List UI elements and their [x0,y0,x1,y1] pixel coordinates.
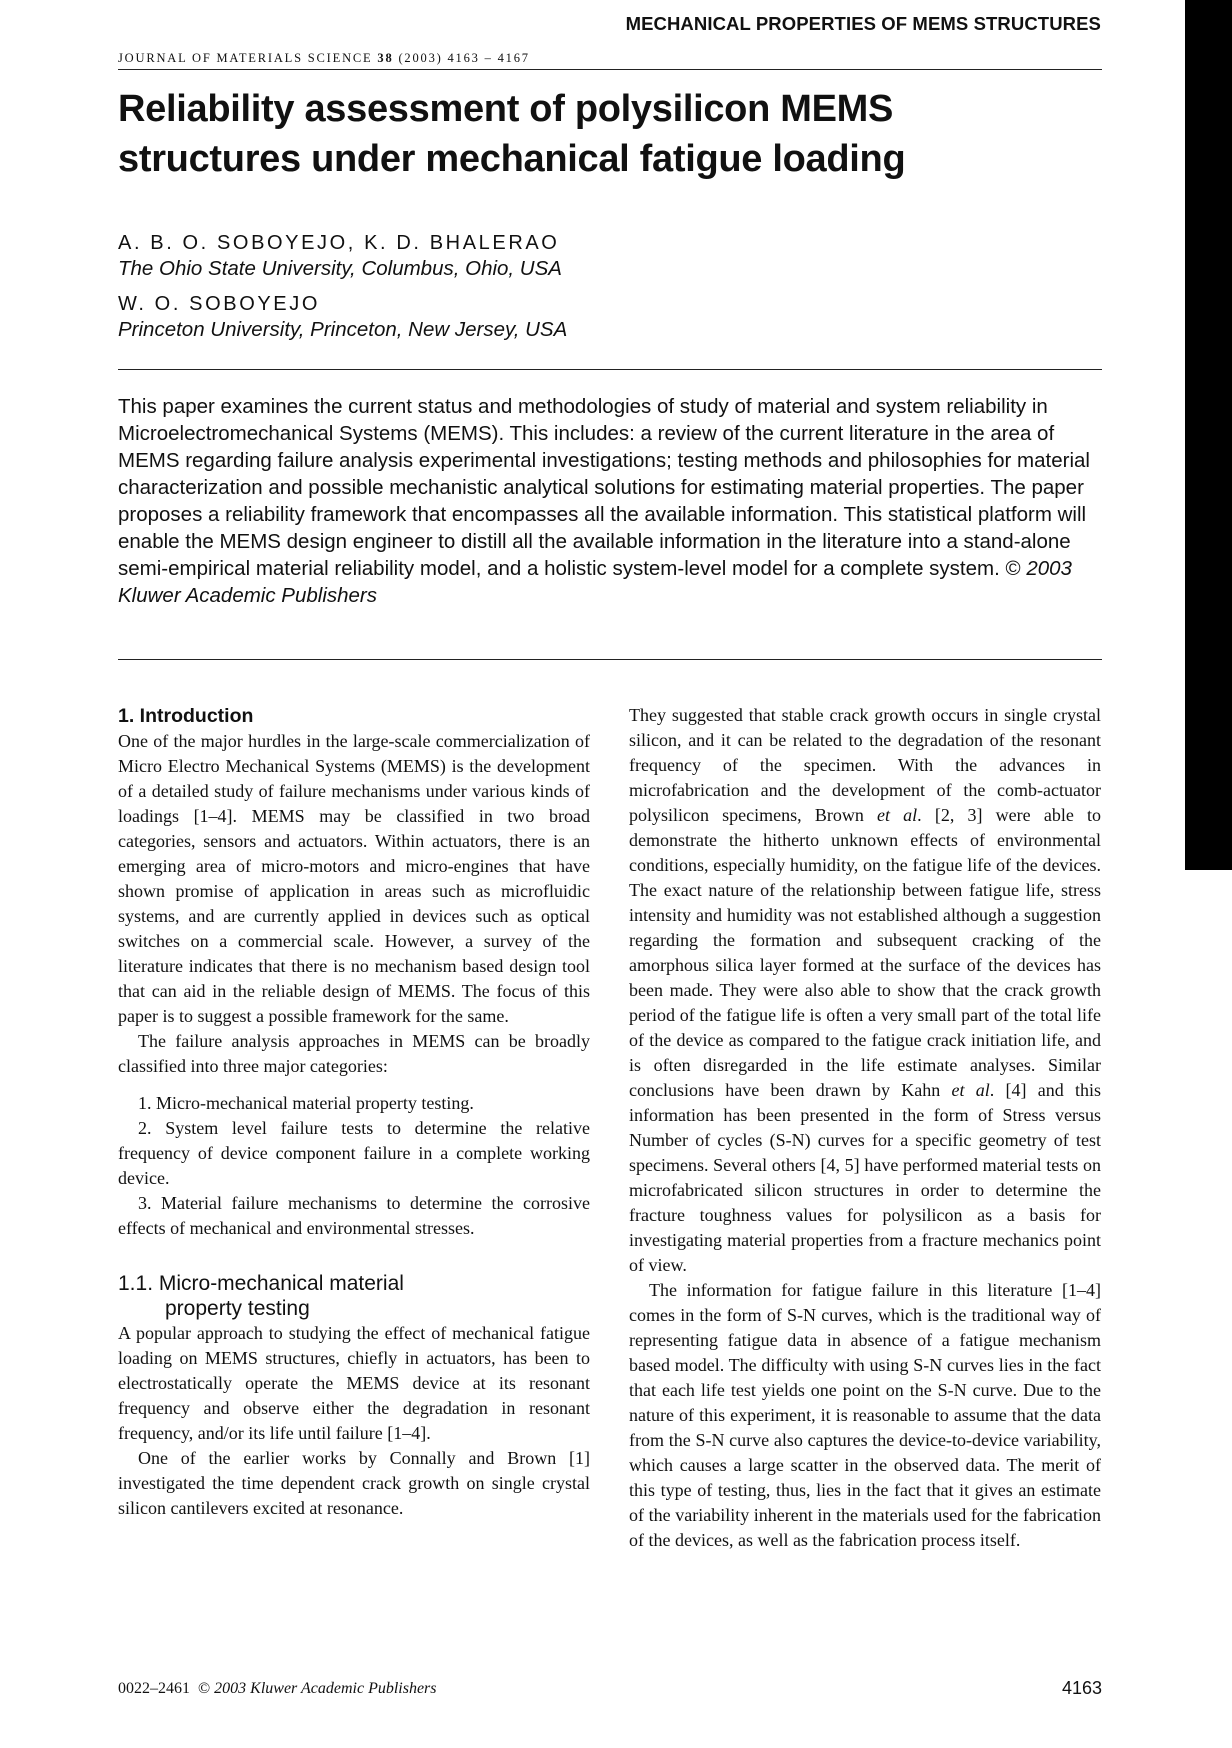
intro-paragraph-1: One of the major hurdles in the large-scale commercialization of Micro Electro Mechanical Systems (MEMS) is the development of a detailed study of failure mechanisms under various kinds of loadings [1–4]. MEMS may be classified in two broad categories, sensors and actuators. Within actuators, there is an emerging area of micro-motors and micro-engines that have shown promise of application in areas such as microfluidic systems, and are currently applied in devices such as optical switches on a commercial scale. However, a survey of the literature indicates that there is no mechanism based design tool that can aid in the reliable design of MEMS. The focus of this paper is to suggest a possible framework for the same. [118,731,590,1026]
journal-year-pages: (2003) 4163 – 4167 [398,51,530,65]
page-number: 4163 [1061,1678,1102,1698]
paper-title [118,84,1098,184]
intro-paragraph-2: The failure analysis approaches in MEMS can be broadly classified into three major categories: [118,1031,590,1076]
text-run: They suggested that stable crack growth occurs in single crystal silicon, and it can be related to the degradation of the resonant frequency of the specimen. With the advances in microfabrication and the development of the comb-actuator polysilicon specimens, Brown [629,705,1101,825]
abstract-copyright: 2003 Kluwer Academic Publishers [118,557,1072,607]
text-run: . [2, 3] were able to demonstrate the hitherto unknown effects of environmental conditions, especially humidity, on the fatigue life of the devices. The exact nature of the relationship between fatigue life, stress intensity and humidity was not established although a suggestion regarding the formation and subsequent cracking of the amorphous silica layer formed at the surface of the devices has been made. They were also able to show that the crack growth period of the fatigue life is often a very small part of the total life of the device as compared to the fatigue crack initiation life, and is often disregarded in the life estimate analyses. Similar conclusions have been drawn by Kahn [629,805,1101,1100]
journal-volume: 38 [377,51,394,65]
list-item: 2. System level failure tests to determine the relative frequency of device component failure in a complete working device. [118,1118,590,1188]
left-column [118,703,590,1521]
running-head: MECHANICAL PROPERTIES OF MEMS STRUCTURES [625,13,1101,34]
heading-line-1: 1.1. Micro-mechanical material [118,1272,404,1295]
title-line-1: Reliability assessment of polysilicon MEMS [118,88,894,130]
abstract-top-rule [118,369,1102,370]
footer-copyright-symbol: © [198,1680,211,1697]
text-run: . [4] and this information has been presented in the form of Stress versus Number of cycles (S-N) curves for a specific geometry of test specimens. Several others [4, 5] have performed material tests on microfabricated silicon structures in order to determine the fracture toughness values for polysilicon as a basis for investigating material properties from a fracture mechanics point of view. [629,1080,1102,1275]
journal-citation [118,51,530,66]
list-item: 1. Micro-mechanical material property testing. [138,1093,474,1113]
section-heading-introduction: 1. Introduction [118,705,254,727]
et-al: et al [951,1080,990,1100]
footer-publisher: 2003 Kluwer Academic Publishers [214,1680,437,1697]
right-paragraph-2: The information for fatigue failure in this literature [1–4] comes in the form of S-N curves, which is the traditional way of representing fatigue data in absence of a fatigue mechanism based model. The difficulty with using S-N curves lies in the fact that each life test yields one point on the S-N curve. Due to the nature of this experiment, it is reasonable to assume that the data from the S-N curve also captures the device-to-device variability, which causes a large scatter in the observed data. The merit of this type of testing, thus, lies in the fact that it gives an estimate of the variability inherent in the materials used for the fabrication of the devices, as well as the fabrication process itself. [629,1280,1101,1550]
testing-paragraph-1: A popular approach to studying the effect of mechanical fatigue loading on MEMS structures, chiefly in actuators, has been to electrostatically operate the MEMS device at its resonant frequency and observe either the degradation in resonant frequency, and/or its life until failure [1–4]. [118,1323,590,1443]
author-names-1: A. B. O. SOBOYEJO, K. D. BHALERAO [118,232,560,254]
abstract-bottom-rule [118,659,1102,660]
section-heading-property-testing [118,1271,590,1321]
right-column [629,703,1101,1553]
abstract-text: This paper examines the current status and methodologies of study of material and system reliability in Microelectromechanical Systems (MEMS). This includes: a review of the current literature in the area of MEMS regarding failure analysis experimental investigations; testing methods and philosophies for material characterization and possible mechanistic analytical solutions for estimating material properties. The paper proposes a reliability framework that encompasses all the available information. This statistical platform will enable the MEMS design engineer to distill all the available information in the literature into a stand-alone semi-empirical material reliability model, and a holistic system-level model for a complete system. [118,395,1090,580]
page-edge-tab [1185,0,1232,870]
author-affiliation-2: Princeton University, Princeton, New Jersey, USA [118,318,568,341]
title-line-2: structures under mechanical fatigue loading [118,138,906,180]
category-list [118,1091,590,1241]
author-affiliation-1: The Ohio State University, Columbus, Ohio, USA [118,257,562,280]
testing-paragraph-2: One of the earlier works by Connally and Brown [1] investigated the time dependent crack growth on single crystal silicon cantilevers excited at resonance. [118,1448,590,1518]
abstract [118,393,1102,609]
et-al: et al [877,805,918,825]
abstract-copyright-symbol: © [1005,557,1021,580]
footer-issn: 0022–2461 [118,1680,190,1697]
author-names-2: W. O. SOBOYEJO [118,293,320,315]
heading-line-2: property testing [165,1297,310,1320]
header-rule [118,69,1102,70]
right-paragraph-1 [629,703,1101,1278]
list-item: 3. Material failure mechanisms to determine the corrosive effects of mechanical and environmental stresses. [118,1193,590,1238]
journal-name: JOURNAL OF MATERIALS SCIENCE [118,51,373,65]
footer-citation [118,1680,437,1698]
